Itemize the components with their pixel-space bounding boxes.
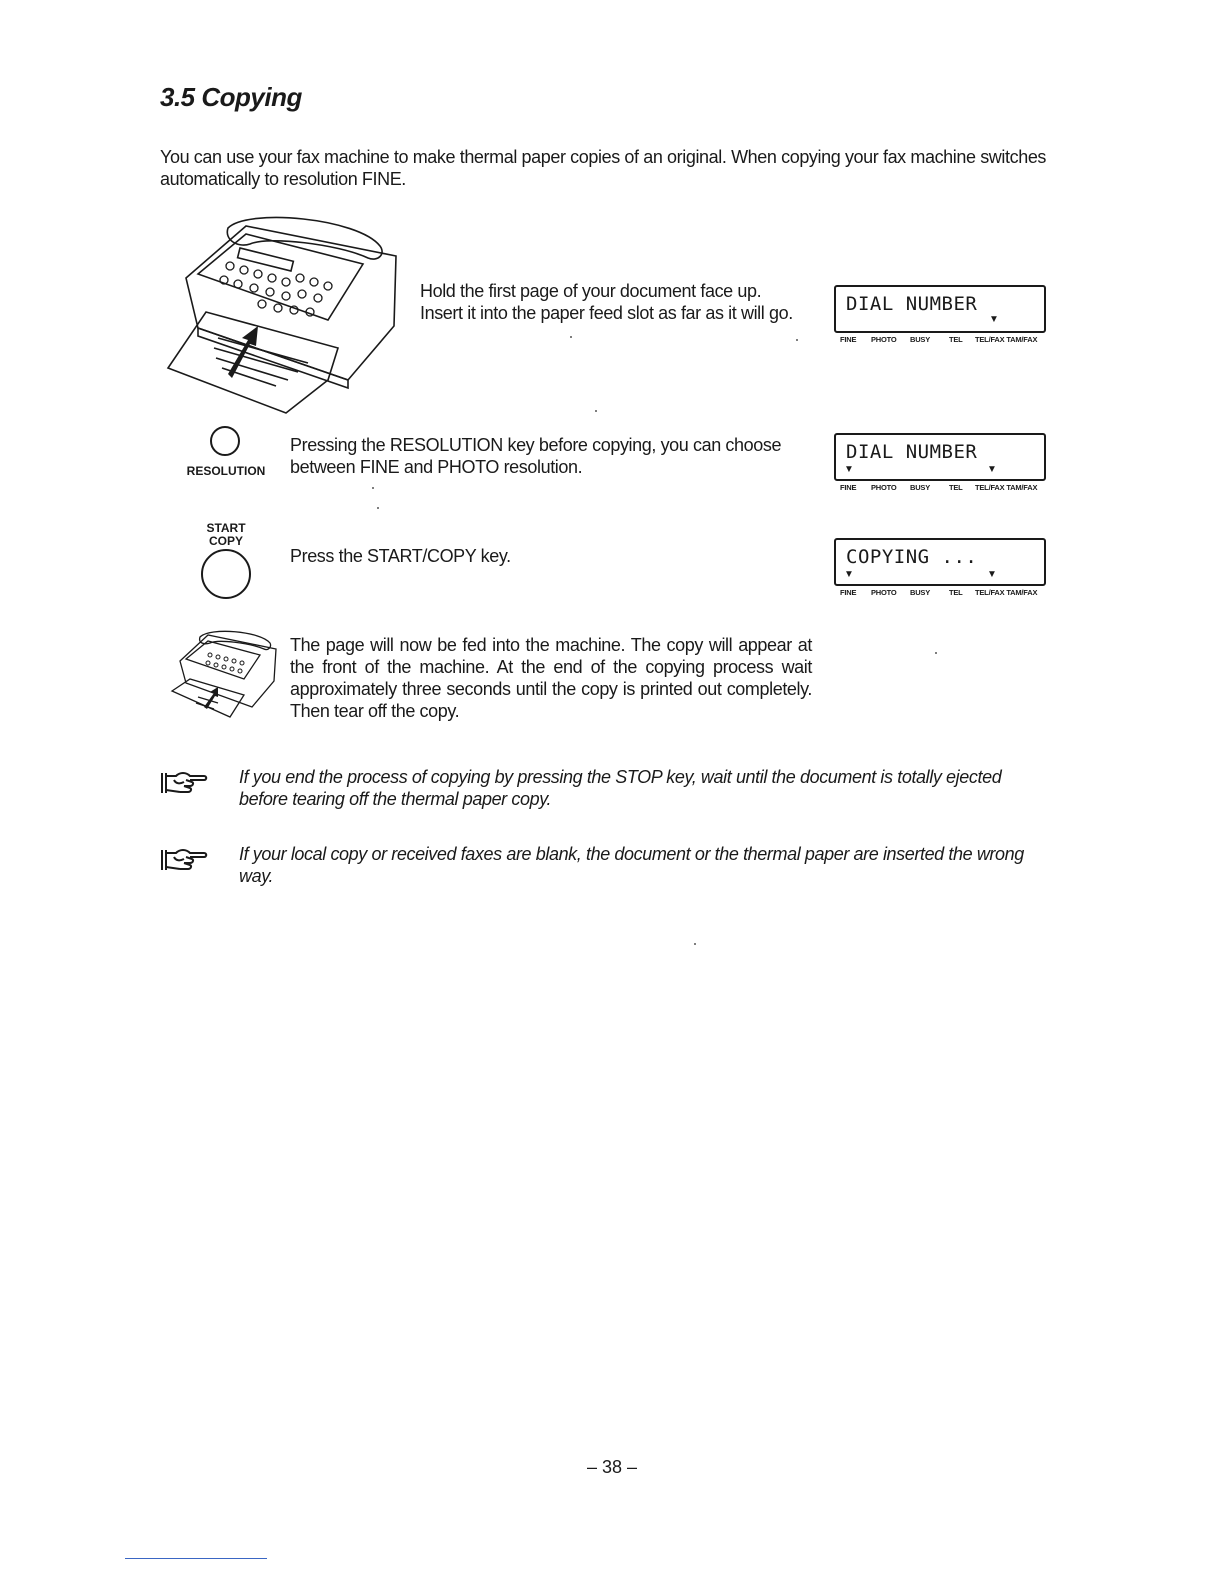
page-number: – 38 – [586,1457,638,1477]
indicator-telfax-tamfax: TEL/FAX TAM/FAX [975,483,1038,492]
lcd-indicator-arrow: ▼ [989,314,999,325]
indicator-busy: BUSY [910,588,931,597]
scan-speck [570,336,572,338]
pointing-hand-icon [160,770,208,796]
lcd-indicator-arrow: ▼ [844,569,854,580]
lcd-indicator-arrow: ▼ [844,464,854,475]
scan-speck [935,652,937,654]
start-copy-key-label-line2: COPY [208,534,243,548]
indicator-tel: TEL [949,588,963,597]
note-blank-copies: If your local copy or received faxes are blank, the document or the thermal paper are inserted the wrong way. [239,844,1024,886]
indicator-busy: BUSY [910,335,931,344]
indicator-photo: PHOTO [871,483,897,492]
indicator-labels-1 [838,335,1050,347]
intro-paragraph: You can use your fax machine to make thermal paper copies of an original. When copying your fax machine switches automatically to resolution FINE. [160,147,1047,189]
pointing-hand-icon [160,847,208,873]
step3-text: Press the START/COPY key. [290,546,511,566]
lcd-indicator-arrow: ▼ [987,569,997,580]
lcd-display-3-text: COPYING ... [846,546,978,568]
lcd-indicator-arrow: ▼ [987,464,997,475]
lcd-display-1 [834,285,1046,333]
fax-machine-illustration [158,208,403,418]
fax-copy-output-illustration [168,627,280,719]
indicator-labels-2 [838,483,1050,495]
lcd-display-1-text: DIAL NUMBER [846,293,978,315]
step1-line1: Hold the first page of your document face up. [420,281,762,301]
scan-speck [796,339,798,341]
lcd-display-2-text: DIAL NUMBER [846,441,978,463]
start-copy-key-label [196,522,256,548]
indicator-tel: TEL [949,335,963,344]
scan-speck [595,410,597,412]
resolution-key-label: RESOLUTION [186,464,266,478]
scan-speck [377,507,379,509]
resolution-key-icon [210,426,240,456]
start-copy-key-label-line1: START [206,521,246,535]
section-heading: 3.5 Copying [160,82,302,112]
indicator-photo: PHOTO [871,335,897,344]
step2-text: Pressing the RESOLUTION key before copying, you can choose between FINE and PHOTO resolution. [290,435,782,477]
indicator-telfax-tamfax: TEL/FAX TAM/FAX [975,335,1038,344]
start-copy-key-icon [201,549,251,599]
footer-rule [125,1558,267,1559]
step1-text [420,280,840,324]
step1-line2: Insert it into the paper feed slot as far as it will go. [420,303,793,323]
indicator-fine: FINE [840,335,857,344]
indicator-fine: FINE [840,588,857,597]
lcd-display-3 [834,538,1046,586]
indicator-labels-3 [838,588,1050,600]
step4-text: The page will now be fed into the machine. The copy will appear at the front of the machine. At the end of the copying process wait approximately three seconds until the copy is printed out completely. Then tear off the copy. [290,635,812,721]
scan-speck [372,487,374,489]
indicator-fine: FINE [840,483,857,492]
lcd-display-2 [834,433,1046,481]
indicator-tel: TEL [949,483,963,492]
indicator-telfax-tamfax: TEL/FAX TAM/FAX [975,588,1038,597]
scan-speck [694,943,696,945]
indicator-busy: BUSY [910,483,931,492]
indicator-photo: PHOTO [871,588,897,597]
note-stop-key: If you end the process of copying by pressing the STOP key, wait until the document is totally ejected before tearing off the thermal paper copy. [239,767,1002,809]
